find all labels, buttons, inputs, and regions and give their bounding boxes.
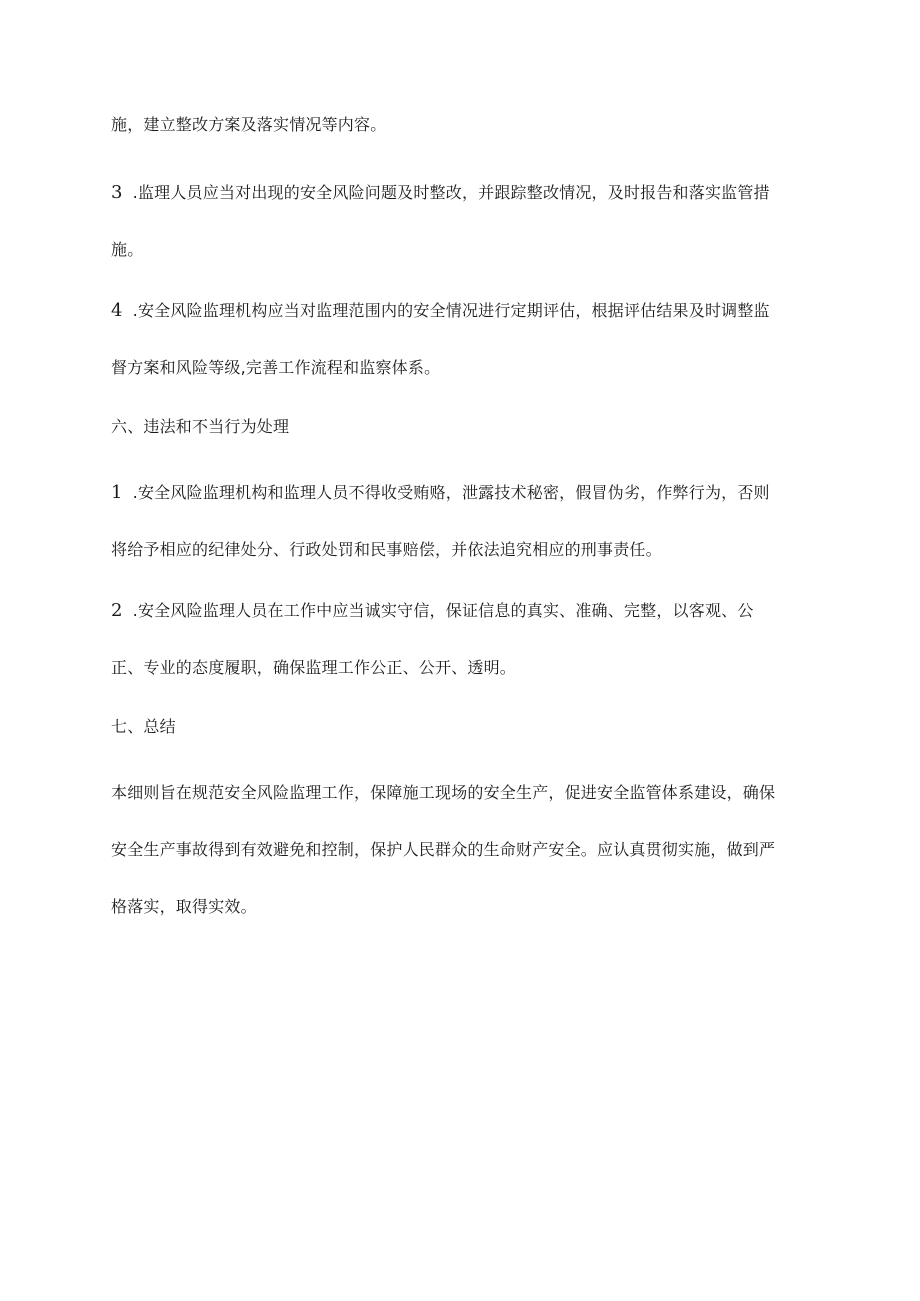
list-item-4 bbox=[111, 282, 811, 396]
text-line: 施。 bbox=[111, 240, 144, 259]
text-line: 施，建立整改方案及落实情况等内容。 bbox=[111, 115, 387, 134]
text-line: .安全风险监理机构和监理人员不得收受贿赂，泄露技术秘密，假冒伪劣，作弊行为，否则 bbox=[132, 483, 770, 502]
section-heading-7 bbox=[111, 698, 811, 755]
text-line: 督方案和风险等级,完善工作流程和监察体系。 bbox=[111, 358, 441, 377]
list-item-6-1 bbox=[111, 464, 811, 578]
text-line: .安全风险监理人员在工作中应当诚实守信，保证信息的真实、准确、完整，以客观、公 bbox=[132, 601, 754, 620]
text-line: 将给予相应的纪律处分、行政处罚和民事赔偿，并依法追究相应的刑事责任。 bbox=[111, 540, 662, 559]
item-number: 2 bbox=[111, 600, 123, 621]
list-item-6-2 bbox=[111, 582, 811, 696]
text-line: .安全风险监理机构应当对监理范围内的安全情况进行定期评估，根据评估结果及时调整监 bbox=[132, 301, 770, 320]
text-line: 格落实，取得实效。 bbox=[111, 897, 257, 916]
item-number: 3 bbox=[111, 182, 123, 203]
text-line: 正、专业的态度履职，确保监理工作公正、公开、透明。 bbox=[111, 658, 517, 677]
text-line: .监理人员应当对出现的安全风险问题及时整改，并跟踪整改情况，及时报告和落实监管措 bbox=[132, 183, 770, 202]
heading-text: 六、违法和不当行为处理 bbox=[111, 417, 290, 436]
text-line: 本细则旨在规范安全风险监理工作，保障施工现场的安全生产，促进安全监管体系建设，确保 bbox=[111, 783, 776, 802]
continuation-paragraph bbox=[111, 96, 811, 153]
text-line: 安全生产事故得到有效避免和控制，保护人民群众的生命财产安全。应认真贯彻实施，做到严 bbox=[111, 840, 776, 859]
heading-text: 七、总结 bbox=[111, 717, 176, 736]
item-number: 1 bbox=[111, 482, 123, 503]
section-heading-6 bbox=[111, 398, 811, 455]
item-number: 4 bbox=[111, 300, 123, 321]
summary-paragraph bbox=[111, 764, 811, 935]
list-item-3 bbox=[111, 164, 811, 278]
